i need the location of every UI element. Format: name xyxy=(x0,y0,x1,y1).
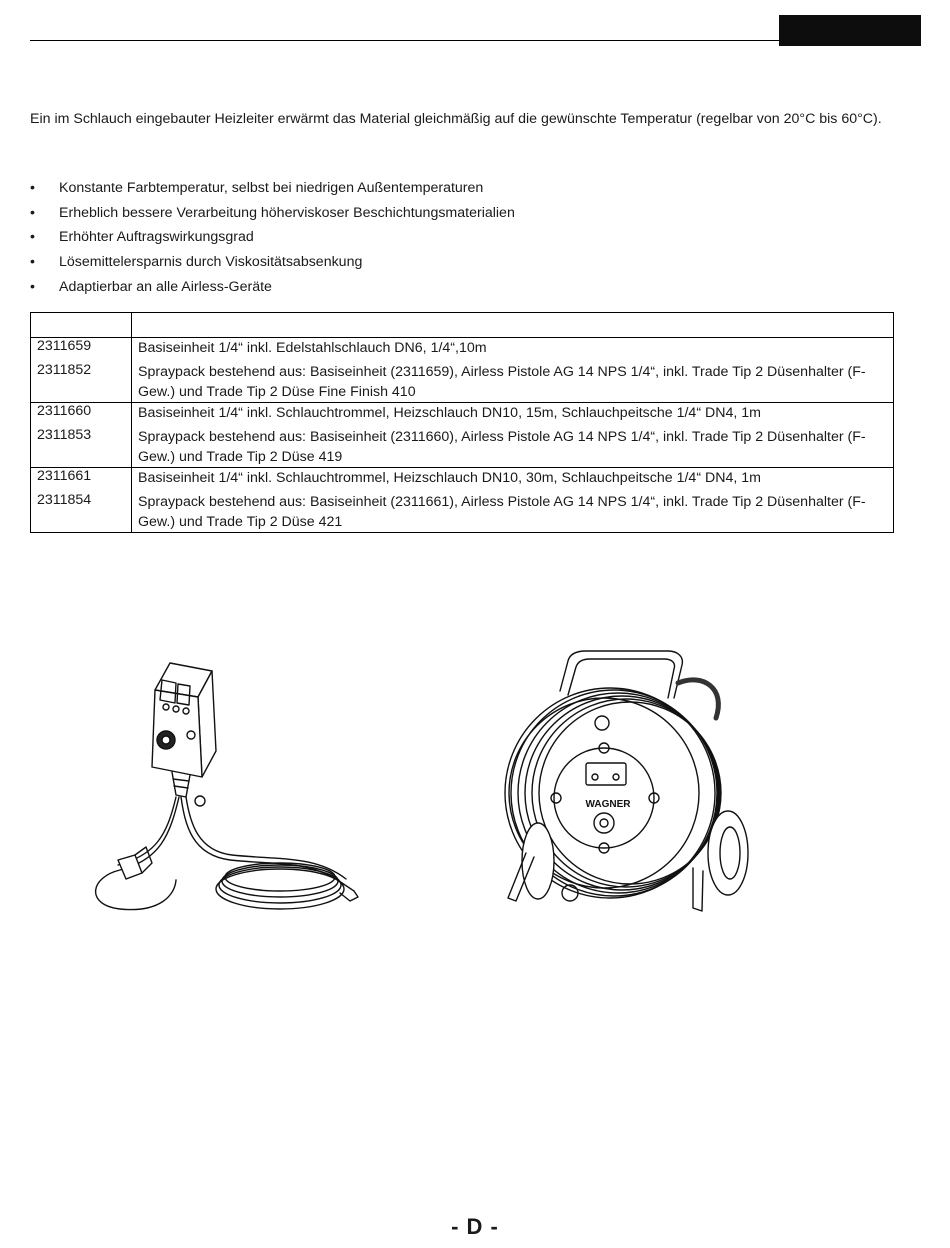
table-row xyxy=(31,468,894,533)
list-item: • Adaptierbar an alle Airless-Geräte xyxy=(30,278,272,295)
bullet-icon: • xyxy=(30,229,35,246)
header-cell-description xyxy=(132,313,894,338)
part-number-cell xyxy=(31,338,132,403)
part-number: 2311853 xyxy=(37,427,92,443)
part-number: 2311659 xyxy=(37,338,92,354)
table-row xyxy=(31,338,894,403)
part-number-cell xyxy=(31,403,132,468)
product-table xyxy=(30,312,894,533)
header-rule xyxy=(30,40,782,41)
bullet-icon: • xyxy=(30,254,35,271)
part-number: 2311660 xyxy=(37,403,92,419)
part-number: 2311854 xyxy=(37,492,92,508)
part-number-cell xyxy=(31,468,132,533)
description-base-unit: Basiseinheit 1/4“ inkl. Edelstahlschlauch DN6, 1/4“,10m xyxy=(138,340,487,356)
header-cell-number xyxy=(31,313,132,338)
hose-reel-cart-icon xyxy=(498,643,753,925)
page-label: - D - xyxy=(451,1214,499,1239)
description-base-unit: Basiseinheit 1/4“ inkl. Schlauchtrommel, Heizschlauch DN10, 15m, Schlauchpeitsche 1/4“ DN4, 1m xyxy=(138,405,761,421)
bullet-icon: • xyxy=(30,204,35,221)
part-number: 2311852 xyxy=(37,362,92,378)
part-number: 2311661 xyxy=(37,468,92,484)
description-spraypack: Spraypack bestehend aus: Basiseinheit (2311661), Airless Pistole AG 14 NPS 1/4“, inkl. Trade Tip 2 Düsenhalter (F-Gew.) und Trade Tip 2 Düse 421 xyxy=(138,494,866,530)
header-tab-block xyxy=(779,15,921,46)
intro-paragraph: Ein im Schlauch eingebauter Heizleiter erwärmt das Material gleichmäßig auf die gewünschte Temperatur (regelbar von 20°C bis 60°C). xyxy=(30,111,882,127)
heater-control-unit-with-hose-icon xyxy=(80,655,380,920)
bullet-icon: • xyxy=(30,180,35,196)
description-cell xyxy=(132,403,894,468)
feature-list xyxy=(30,178,515,301)
table-row xyxy=(31,403,894,468)
list-item: • Lösemittelersparnis durch Viskositätsabsenkung xyxy=(30,254,363,271)
description-base-unit: Basiseinheit 1/4“ inkl. Schlauchtrommel, Heizschlauch DN10, 30m, Schlauchpeitsche 1/4“ DN4, 1m xyxy=(138,470,761,486)
description-cell xyxy=(132,338,894,403)
table-header-row xyxy=(31,313,894,338)
list-item: • Konstante Farbtemperatur, selbst bei niedrigen Außentemperaturen xyxy=(30,180,484,196)
description-spraypack: Spraypack bestehend aus: Basiseinheit (2311660), Airless Pistole AG 14 NPS 1/4“, inkl. Trade Tip 2 Düsenhalter (F-Gew.) und Trade Tip 2 Düse 419 xyxy=(138,429,866,465)
list-item: • Erheblich bessere Verarbeitung höherviskoser Beschichtungsmaterialien xyxy=(30,204,515,221)
list-item: • Erhöhter Auftragswirkungsgrad xyxy=(30,229,254,246)
bullet-icon: • xyxy=(30,278,35,295)
description-spraypack: Spraypack bestehend aus: Basiseinheit (2311659), Airless Pistole AG 14 NPS 1/4“, inkl. Trade Tip 2 Düsenhalter (F-Gew.) und Trade Tip 2 Düse Fine Finish 410 xyxy=(138,364,866,400)
brand-logo-text: WAGNER xyxy=(585,799,631,810)
description-cell xyxy=(132,468,894,533)
